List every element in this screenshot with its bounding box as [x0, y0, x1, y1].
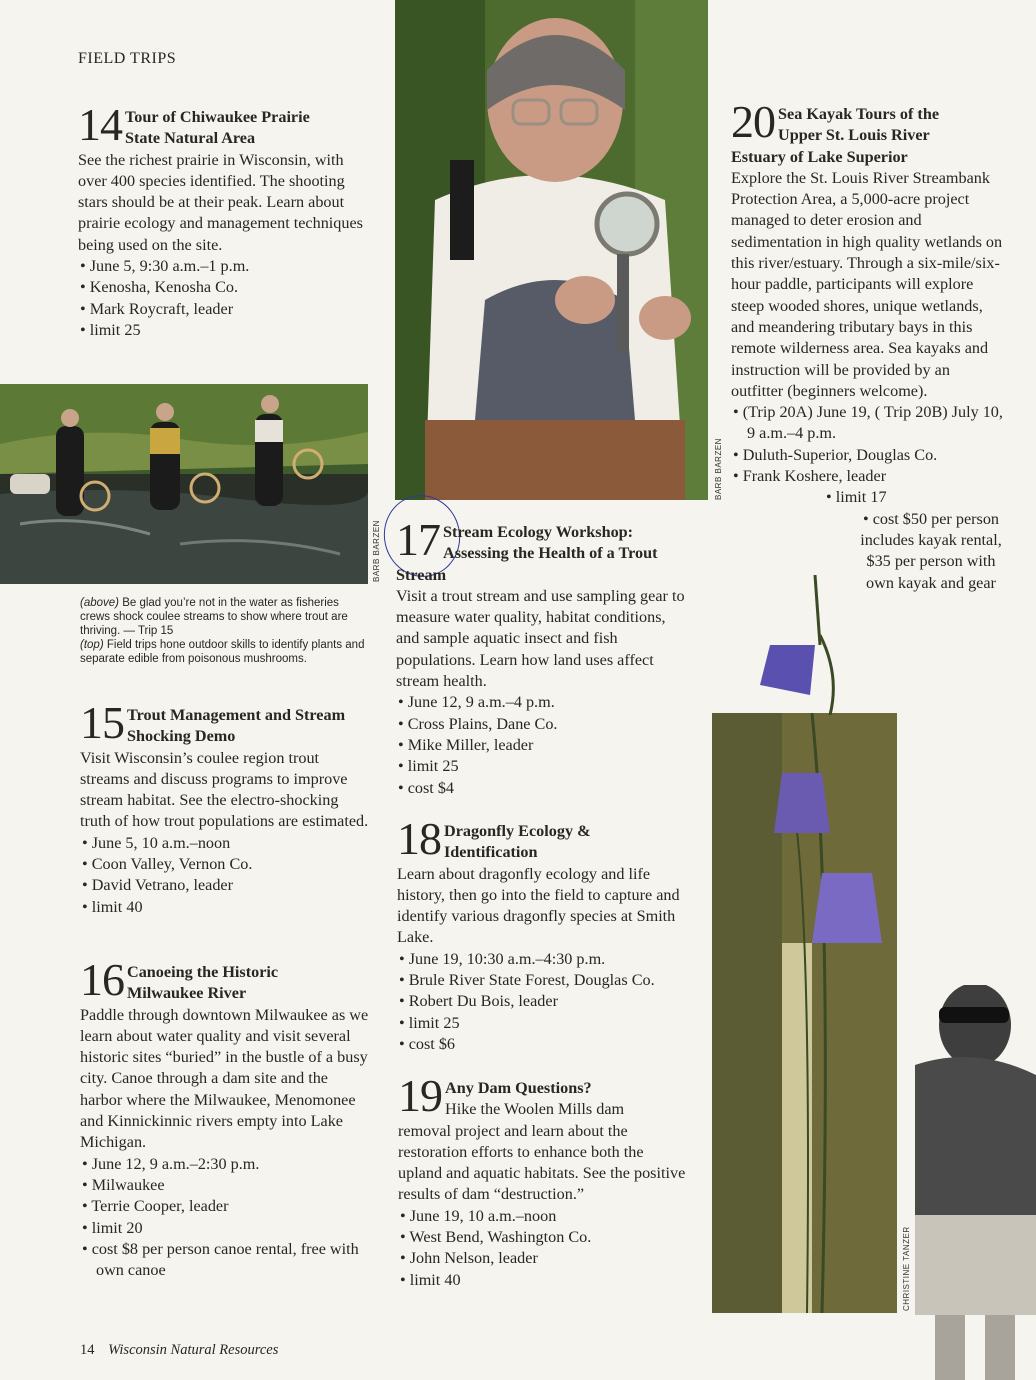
trip-description: See the richest prairie in Wisconsin, with over 400 species identified. The shooting stars should be at their peak. Learn about prairie ecology and management techniques being used on the site. — [78, 150, 363, 254]
photo-credit-stream: BARB BARZEN — [372, 520, 381, 582]
trip-number: 15 — [80, 697, 124, 748]
trip-title: Any Dam Questions? Hike the Woolen Mills dam — [445, 1079, 625, 1119]
trip-15 — [80, 697, 370, 918]
caption-above-text: Be glad you’re not in the water as fisheries crews shock coulee streams to show where trout are thriving. — Trip 15 — [80, 597, 348, 637]
trip-limit: • limit 40 — [398, 1270, 688, 1291]
trip-leader: • Robert Du Bois, leader — [397, 991, 687, 1012]
trip-limit: • limit 25 — [78, 320, 363, 341]
page-number: 14 — [80, 1342, 95, 1358]
trip-details — [80, 833, 370, 918]
trip-date: • (Trip 20A) June 19, ( Trip 20B) July 10, 9 a.m.–4 p.m. — [731, 402, 1003, 445]
trip-number: 20 — [731, 96, 775, 147]
trip-location: • Milwaukee — [80, 1175, 370, 1196]
photo-credit-man: CHRISTINE TANZER — [902, 1226, 911, 1311]
trip-date: • June 12, 9 a.m.–2:30 p.m. — [80, 1154, 370, 1175]
trip-limit: • limit 25 — [396, 756, 686, 777]
trip-leader: • Terrie Cooper, leader — [80, 1196, 370, 1217]
photo-credit-woman: BARB BARZEN — [714, 438, 723, 500]
photo-stream-crew — [0, 384, 368, 584]
trip-cost: • cost $50 per person includes kayak rental, $35 per person with own kayak and gear — [860, 509, 1002, 592]
trip-number: 18 — [397, 813, 441, 864]
harebell-top-image — [750, 575, 860, 715]
trip-cost: • cost $8 per person canoe rental, free with own canoe — [80, 1239, 370, 1282]
caption-above-tag: (above) — [80, 597, 119, 609]
trip-limit: • limit 40 — [80, 897, 370, 918]
woman-magnifier-image — [395, 0, 708, 500]
trip-description: Visit Wisconsin’s coulee region trout streams and discuss programs to improve stream habitat. See the electro-shocking truth of how trout populations are estimated. — [80, 748, 369, 831]
trip-description: Visit a trout stream and use sampling gear to measure water quality, habitat conditions, and sample aquatic insect and fish populations. Learn how land uses affect stream health. — [396, 586, 685, 691]
trip-title: Canoeing the Historic Milwaukee River — [127, 963, 279, 1003]
trip-location: • Brule River State Forest, Douglas Co. — [397, 970, 687, 991]
trip-number: 16 — [80, 954, 124, 1005]
trip-details — [398, 1206, 688, 1291]
trip-leader: • John Nelson, leader — [398, 1248, 688, 1269]
trip-details — [731, 402, 1003, 487]
trip-number: 17 — [396, 514, 440, 565]
trip-details — [80, 1154, 370, 1282]
trip-14 — [78, 99, 363, 341]
trip-leader: • Mike Miller, leader — [396, 735, 686, 756]
trip-cost: • cost $4 — [396, 778, 686, 799]
photo-caption — [80, 596, 370, 666]
magazine-name: Wisconsin Natural Resources — [108, 1342, 279, 1358]
trip-leader: • David Vetrano, leader — [80, 875, 370, 896]
caption-top-text: Field trips hone outdoor skills to identify plants and separate edible from poisonous mushrooms. — [80, 639, 365, 665]
photo-harebell-flowers — [712, 713, 897, 1313]
trip-date: • June 19, 10:30 a.m.–4:30 p.m. — [397, 949, 687, 970]
trip-limit: • limit 25 — [397, 1013, 687, 1034]
trip-date: • June 12, 9 a.m.–4 p.m. — [396, 692, 686, 713]
trip-18 — [397, 813, 687, 1055]
trip-title-continued: Estuary of Lake Superior — [731, 147, 908, 166]
trip-leader: • Mark Roycraft, leader — [78, 299, 363, 320]
trip-19 — [398, 1070, 688, 1291]
trip-title: Sea Kayak Tours of the Upper St. Louis River — [778, 105, 940, 145]
trip-cost: • cost $6 — [397, 1034, 687, 1055]
trip-title-continued: Stream — [396, 565, 447, 584]
page-footer — [80, 1342, 278, 1359]
trip-date: • June 5, 10 a.m.–noon — [80, 833, 370, 854]
trip-number: 19 — [398, 1070, 442, 1121]
harebell-image — [712, 713, 897, 1313]
trip-20 — [731, 96, 1003, 594]
trip-location: • West Bend, Washington Co. — [398, 1227, 688, 1248]
trip-date: • June 19, 10 a.m.–noon — [398, 1206, 688, 1227]
trip-leader: • Frank Koshere, leader — [731, 466, 1003, 487]
trip-number: 14 — [78, 99, 122, 150]
trip-limit: • limit 20 — [80, 1218, 370, 1239]
stream-crew-image — [0, 384, 368, 584]
trip-date: • June 5, 9:30 a.m.–1 p.m. — [78, 256, 363, 277]
trip-details — [78, 256, 363, 341]
section-label: FIELD TRIPS — [78, 50, 177, 67]
trip-description: removal project and learn about the restoration efforts to enhance both the upland and aquatic habitats. See the positive results of dam “destruction.” — [398, 1121, 686, 1204]
photo-man-sunglasses — [915, 985, 1036, 1380]
trip-details — [396, 692, 686, 798]
trip-title: Stream Ecology Workshop: Assessing the Health of a Trout — [443, 523, 658, 563]
trip-details — [397, 949, 687, 1055]
trip-location: • Duluth-Superior, Douglas Co. — [731, 445, 1003, 466]
caption-top-tag: (top) — [80, 639, 104, 651]
trip-location: • Coon Valley, Vernon Co. — [80, 854, 370, 875]
man-sunglasses-image — [915, 985, 1036, 1380]
photo-harebell-top — [750, 575, 860, 715]
trip-description: Paddle through downtown Milwaukee as we learn about water quality and visit several historic sites “buried” in the bustle of a busy city. Canoe through a dam site and the harbor where the Milwaukee, Menomonee and Kinnickinnic rivers empty into Lake Michigan. — [80, 1005, 369, 1152]
trip-location: • Kenosha, Kenosha Co. — [78, 277, 363, 298]
trip-title: Tour of Chiwaukee Prairie State Natural Area — [125, 108, 310, 148]
trip-description: Explore the St. Louis River Streambank Protection Area, a 5,000-acre project managed to deter erosion and sedimentation in high quality wetlands on this river/estuary. Through a six-mile/six-hour paddle, participants will explore steep wooded shores, unique wetlands, and meandering tributary bays in this remote wilderness area. Sea kayaks and instruction will be provided by an outfitter (beginners welcome). — [731, 168, 1003, 400]
trip-description: Learn about dragonfly ecology and life history, then go into the field to capture and identify various dragonfly species at Smith Lake. — [397, 864, 680, 947]
trip-limit: • limit 17 — [826, 488, 887, 507]
photo-woman-magnifier — [395, 0, 708, 500]
trip-16 — [80, 954, 370, 1281]
trip-17 — [396, 514, 686, 799]
trip-location: • Cross Plains, Dane Co. — [396, 714, 686, 735]
trip-title: Dragonfly Ecology & Identification — [444, 822, 591, 862]
trip-title: Trout Management and Stream Shocking Demo — [127, 706, 346, 746]
